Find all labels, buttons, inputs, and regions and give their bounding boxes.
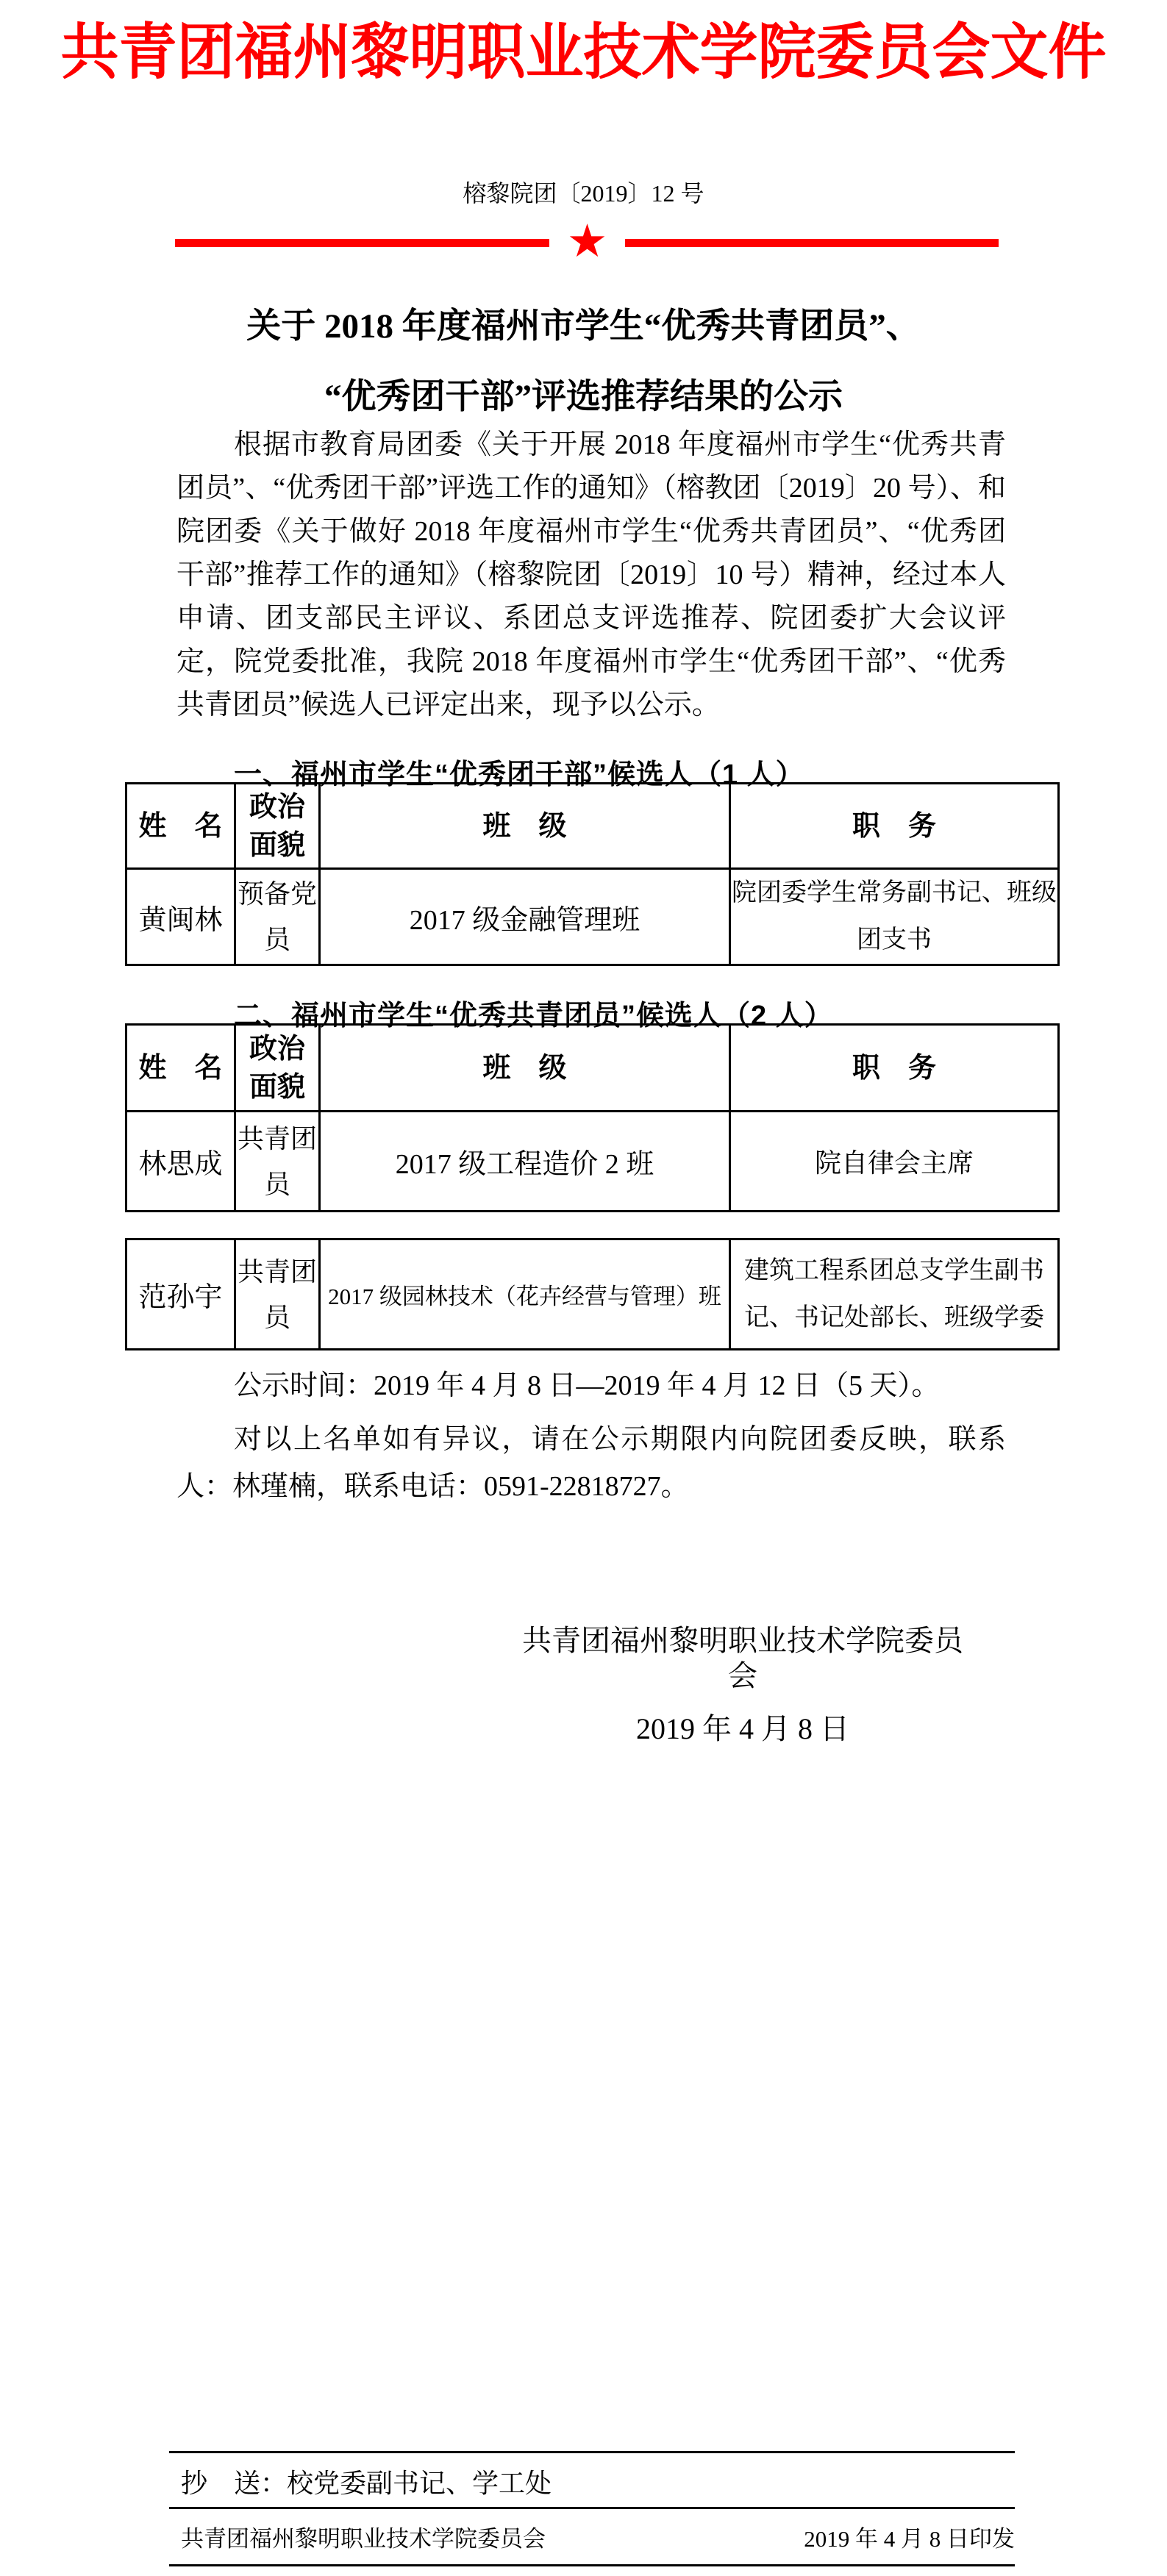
league-member-candidates-table-2 bbox=[125, 1238, 1060, 1350]
col-header-class: 班 级 bbox=[320, 1025, 730, 1112]
signature-date: 2019 年 4 月 8 日 bbox=[636, 1712, 849, 1745]
cell-name: 黄闽林 bbox=[126, 869, 235, 965]
cell-class: 2017 级工程造价 2 班 bbox=[320, 1112, 730, 1212]
cell-political-status: 预备党员 bbox=[235, 869, 320, 965]
letterhead-org-title: 共青团福州黎明职业技术学院委员会文件 bbox=[60, 20, 1107, 87]
cell-duty: 院自律会主席 bbox=[730, 1112, 1059, 1212]
publicity-time-paragraph: 公示时间：2019 年 4 月 8 日—2019 年 4 月 12 日（5 天）。 bbox=[234, 1370, 940, 1401]
table-header-row bbox=[126, 784, 1059, 869]
footer-divider-middle bbox=[169, 2507, 1015, 2509]
cell-political-status: 共青团员 bbox=[235, 1239, 320, 1350]
red-divider-line-left bbox=[175, 239, 549, 247]
cell-name: 林思成 bbox=[126, 1112, 235, 1212]
col-header-name: 姓 名 bbox=[126, 1025, 235, 1112]
league-member-candidates-table bbox=[125, 1023, 1060, 1212]
col-header-duty: 职 务 bbox=[730, 1025, 1059, 1112]
footer-issuer: 共青团福州黎明职业技术学院委员会 bbox=[181, 2526, 546, 2552]
section1-heading: 一、福州市学生“优秀团干部”候选人（1 人） bbox=[234, 759, 804, 790]
table-row bbox=[126, 869, 1059, 965]
cell-class: 2017 级金融管理班 bbox=[320, 869, 730, 965]
cell-class: 2017 级园林技术（花卉经营与管理）班 bbox=[320, 1239, 730, 1350]
document-title-line1: 关于 2018 年度福州市学生“优秀共青团员”、 bbox=[246, 307, 921, 346]
footer-cc-line: 抄 送：校党委副书记、学工处 bbox=[181, 2469, 552, 2498]
document-number: 榕黎院团〔2019〕12 号 bbox=[463, 180, 704, 207]
document-title-line2: “优秀团干部”评选推荐结果的公示 bbox=[324, 378, 843, 416]
table-row bbox=[126, 1239, 1059, 1350]
footer-divider-bottom bbox=[169, 2564, 1015, 2566]
signature-block bbox=[522, 1623, 963, 1747]
objection-contact-paragraph: 对以上名单如有异议，请在公示期限内向院团委反映，联系人：林瑾楠，联系电话：0591-22818727。 bbox=[176, 1424, 1006, 1502]
col-header-duty: 职 务 bbox=[730, 784, 1059, 869]
intro-paragraph: 根据市教育局团委《关于开展 2018 年度福州市学生“优秀共青团员”、“优秀团干部”评选工作的通知》（榕教团〔2019〕20 号）、和院团委《关于做好 2018 年度福州市学生“优秀共青团员”、“优秀团干部”推荐工作的通知》（榕黎院团〔2019〕10 号）精神，经过本人申请、团支部民主评议、系团总支评选推荐、院团委扩大会议评定，院党委批准，我院 2018 年度福州市学生“优秀团干部”、“优秀共青团员”候选人已评定出来，现予以公示。 bbox=[176, 429, 1006, 720]
col-header-political-status: 政治面貌 bbox=[235, 784, 320, 869]
table-row bbox=[126, 1112, 1059, 1212]
col-header-political-status: 政治面貌 bbox=[235, 1025, 320, 1112]
footer-print-line bbox=[181, 2517, 1015, 2561]
cadre-candidates-table bbox=[125, 782, 1060, 966]
cell-duty: 建筑工程系团总支学生副书记、书记处部长、班级学委 bbox=[730, 1239, 1059, 1350]
footer-print-date: 2019 年 4 月 8 日印发 bbox=[804, 2526, 1015, 2552]
signature-organization: 共青团福州黎明职业技术学院委员会 bbox=[522, 1624, 963, 1692]
section2-heading: 二、福州市学生“优秀共青团员”候选人（2 人） bbox=[234, 1001, 833, 1031]
col-header-class: 班 级 bbox=[320, 784, 730, 869]
col-header-name: 姓 名 bbox=[126, 784, 235, 869]
cell-name: 范孙宇 bbox=[126, 1239, 235, 1350]
footer-divider-top bbox=[169, 2451, 1015, 2453]
red-divider-line-right bbox=[625, 239, 999, 247]
red-star-icon: ★ bbox=[566, 217, 608, 267]
table-header-row bbox=[126, 1025, 1059, 1112]
cell-political-status: 共青团员 bbox=[235, 1112, 320, 1212]
cell-duty: 院团委学生常务副书记、班级团支书 bbox=[730, 869, 1059, 965]
